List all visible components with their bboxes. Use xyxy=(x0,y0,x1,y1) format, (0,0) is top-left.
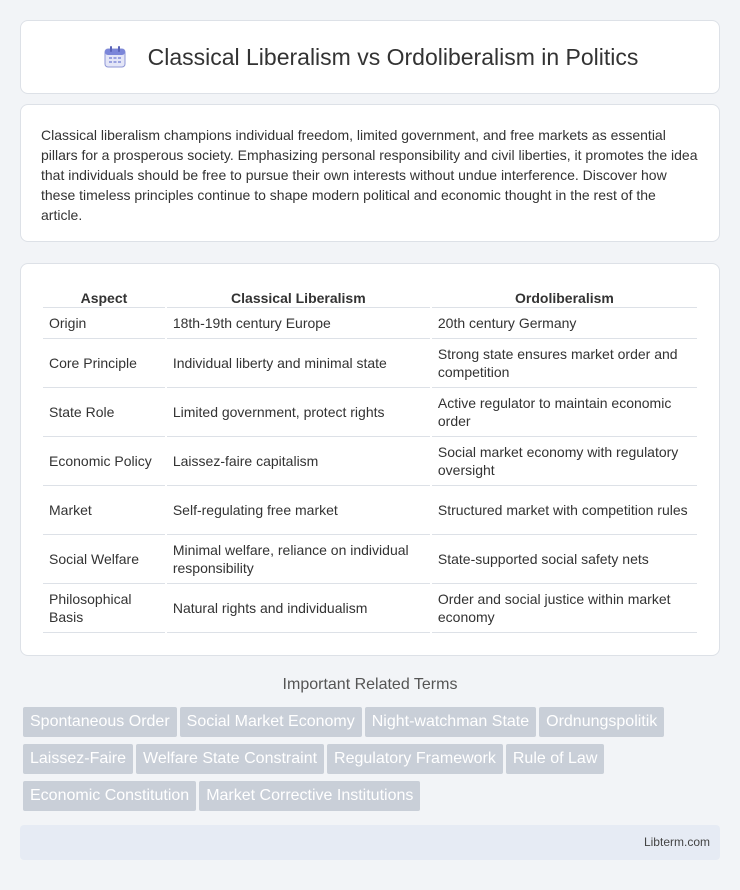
term-tag[interactable]: Ordnungspolitik xyxy=(539,707,664,737)
comparison-card xyxy=(20,263,720,656)
intro-text: Classical liberalism champions individual freedom, limited government, and free markets as essential pillars for a prosperous society. Emphasizing personal responsibility and civil liberties, it promotes the idea that individuals should be free to pursue their own interests without undue interference. Discover how these timeless principles continue to shape modern political and economic thought in the rest of the article. xyxy=(41,127,698,223)
term-tag[interactable]: Night-watchman State xyxy=(365,707,536,737)
term-tag[interactable]: Rule of Law xyxy=(506,744,605,774)
term-tag[interactable]: Market Corrective Institutions xyxy=(199,781,420,811)
footer xyxy=(20,825,720,860)
table-cell: 20th century Germany xyxy=(432,308,697,339)
table-cell: State-supported social safety nets xyxy=(432,535,697,584)
table-cell: Order and social justice within market economy xyxy=(432,584,697,633)
comparison-table xyxy=(41,284,699,633)
table-cell: Strong state ensures market order and competition xyxy=(432,339,697,388)
term-tag[interactable]: Regulatory Framework xyxy=(327,744,503,774)
column-header-classical-liberalism: Classical Liberalism xyxy=(167,284,430,308)
table-row xyxy=(43,388,697,437)
table-row xyxy=(43,437,697,486)
footer-site-link[interactable]: Libterm.com xyxy=(643,835,710,849)
table-cell: Economic Policy xyxy=(43,437,165,486)
calendar-icon xyxy=(102,44,128,70)
term-tag[interactable]: Welfare State Constraint xyxy=(136,744,324,774)
term-tag[interactable]: Spontaneous Order xyxy=(23,707,177,737)
page-title: Classical Liberalism vs Ordoliberalism in Politics xyxy=(147,43,639,70)
table-header-row xyxy=(43,284,697,308)
table-cell: Minimal welfare, reliance on individual responsibility xyxy=(167,535,430,584)
table-row xyxy=(43,486,697,535)
header-card xyxy=(20,20,720,94)
table-cell: 18th-19th century Europe xyxy=(167,308,430,339)
table-cell: Origin xyxy=(43,308,165,339)
term-tag[interactable]: Laissez-Faire xyxy=(23,744,133,774)
table-row xyxy=(43,339,697,388)
table-cell: Natural rights and individualism xyxy=(167,584,430,633)
table-cell: Active regulator to maintain economic order xyxy=(432,388,697,437)
column-header-aspect: Aspect xyxy=(43,284,165,308)
table-row xyxy=(43,535,697,584)
table-cell: Limited government, protect rights xyxy=(167,388,430,437)
table-cell: Core Principle xyxy=(43,339,165,388)
related-terms-list xyxy=(23,707,723,818)
table-cell: Market xyxy=(43,486,165,535)
term-tag[interactable]: Social Market Economy xyxy=(180,707,362,737)
table-cell: Social Welfare xyxy=(43,535,165,584)
column-header-ordoliberalism: Ordoliberalism xyxy=(432,284,697,308)
table-cell: Laissez-faire capitalism xyxy=(167,437,430,486)
intro-card xyxy=(20,104,720,242)
table-row xyxy=(43,308,697,339)
table-row xyxy=(43,584,697,633)
related-terms-heading: Important Related Terms xyxy=(282,676,458,693)
term-tag[interactable]: Economic Constitution xyxy=(23,781,196,811)
table-cell: Social market economy with regulatory oversight xyxy=(432,437,697,486)
table-cell: State Role xyxy=(43,388,165,437)
table-cell: Structured market with competition rules xyxy=(432,486,697,535)
table-cell: Philosophical Basis xyxy=(43,584,165,633)
table-cell: Individual liberty and minimal state xyxy=(167,339,430,388)
table-cell: Self-regulating free market xyxy=(167,486,430,535)
